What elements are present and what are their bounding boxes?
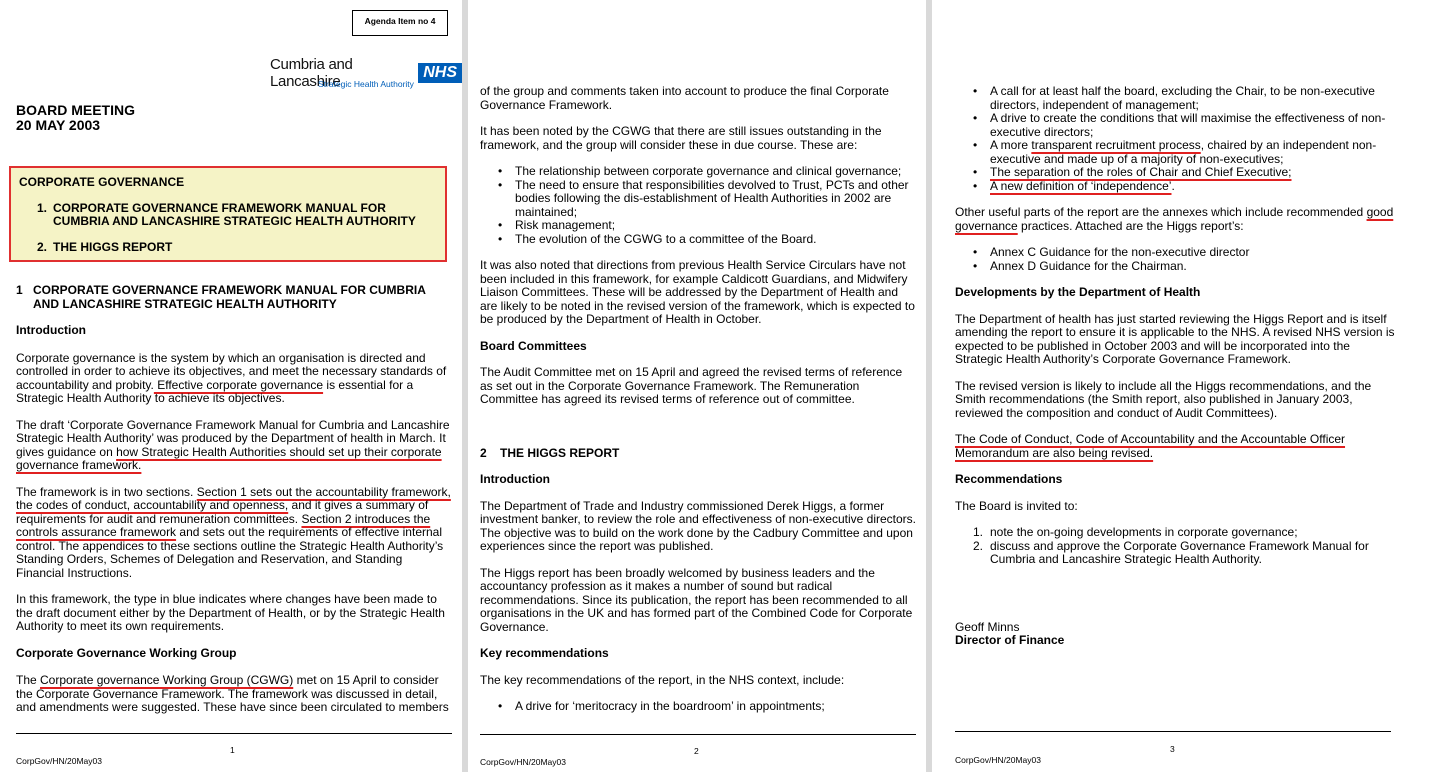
recommendations-list xyxy=(480,700,916,714)
list-item: • A more transparent recruitment process, chaired by an independent non-executive and made up of a majority of non-executives; xyxy=(955,139,1395,166)
box-title: CORPORATE GOVERNANCE xyxy=(19,175,185,189)
paragraph-audit-committee: The Audit Committee met on 15 April and agreed the revised terms of reference as set out in the Corporate Governance Framework. The Remuneration Committee has agreed its revised terms of reference out of committee. xyxy=(480,365,903,406)
highlighted-agenda-box xyxy=(9,166,447,262)
signatory-name: Geoff Minns xyxy=(955,619,1020,634)
signatory-title: Director of Finance xyxy=(955,633,1065,647)
paragraph-framework-sections: The framework is in two sections. Section 1 sets out the accountability framework, the codes of conduct, accountability and openness, and it gives a summary of requirements for audit and remuneration committees. Section 2 introduces the controls assurance framework and sets out the requirements of effective internal control. The appendices to these sections outline the Strategic Health Authority’s Standing Orders, Schemes of Delegation and Reservation, and Standing Financial Instructions. xyxy=(16,484,451,580)
logo-subtitle: Strategic Health Authority xyxy=(318,79,414,89)
paragraph-board-invited: The Board is invited to: xyxy=(955,498,1078,513)
meeting-title: BOARD MEETING xyxy=(16,102,135,118)
section-1-heading: 1 CORPORATE GOVERNANCE FRAMEWORK MANUAL FOR CUMBRIA AND LANCASHIRE STRATEGIC HEALTH AUTHORITY xyxy=(16,283,426,311)
list-item: • The separation of the roles of Chair and Chief Executive; xyxy=(955,166,1395,180)
box-item-1: 1. CORPORATE GOVERNANCE FRAMEWORK MANUAL FOR CUMBRIA AND LANCASHIRE STRATEGIC HEALTH AUTHORITY xyxy=(36,200,416,228)
introduction-heading: Introduction xyxy=(16,323,86,337)
logo-organisation-name: Cumbria and Lancashire xyxy=(270,56,353,90)
annex-list xyxy=(955,246,1395,273)
paragraph-smith: The revised version is likely to include all the Higgs recommendations, and the Smith recommendations (the Smith report, also published in January 2003, reviewed the composition and conduct of Audit Committees). xyxy=(955,378,1372,420)
footer-reference: CorpGov/HN/20May03 xyxy=(480,757,566,767)
list-item: 1. note the on-going developments in corporate governance; xyxy=(973,525,1298,539)
board-committees-heading: Board Committees xyxy=(480,338,587,353)
board-recommendations-list xyxy=(955,526,1395,567)
page-number: 3 xyxy=(1170,744,1175,754)
document-page-1 xyxy=(0,0,462,772)
page-number: 2 xyxy=(694,746,699,756)
list-item: • The evolution of the CGWG to a committee of the Board. xyxy=(480,233,916,247)
higgs-recommendations-list xyxy=(955,85,1395,193)
paragraph-code-of-conduct: The Code of Conduct, Code of Accountability and the Accountable Officer Memorandum are also being revised. xyxy=(955,432,1346,460)
key-recommendations-heading: Key recommendations xyxy=(480,646,609,660)
introduction-heading: Introduction xyxy=(480,472,550,486)
list-item: • A drive for ‘meritocracy in the boardroom’ in appointments; xyxy=(480,700,916,714)
paragraph-dti: The Department of Trade and Industry commissioned Derek Higgs, a former investment banker, to review the role and effectiveness of non-executive directors. The objective was to build on the work done by the Cadbury Committee and upon experiences since the report was published. xyxy=(480,498,917,553)
meeting-date: 20 MAY 2003 xyxy=(16,117,101,133)
cgwg-heading: Corporate Governance Working Group xyxy=(16,645,237,660)
document-page-2 xyxy=(468,0,926,772)
recommendations-heading: Recommendations xyxy=(955,472,1063,486)
nhs-badge: NHS xyxy=(418,63,462,83)
list-item: • A new definition of ‘independence’. xyxy=(955,180,1395,194)
list-item: • Annex D Guidance for the Chairman. xyxy=(955,260,1395,274)
footer-reference: CorpGov/HN/20May03 xyxy=(16,756,102,766)
paragraph-dh-review: The Department of health has just started reviewing the Higgs Report and is itself amending the report to ensure it is applicable to the NHS. A revised NHS version is expected to be published in October 2003 and will be incorporated into the Strategic Health Authority’s Corporate Governance Framework. xyxy=(955,311,1395,366)
section-2-heading: 2 THE HIGGS REPORT xyxy=(480,445,620,460)
footer-rule xyxy=(480,734,916,735)
agenda-item-box: Agenda Item no 4 xyxy=(352,10,448,36)
list-item: • The need to ensure that responsibilities devolved to Trust, PCTs and other bodies following the dis-establishment of Health Authorities in 2002 are maintained; xyxy=(480,179,916,220)
footer-rule xyxy=(16,733,452,734)
paragraph-circulars: It was also noted that directions from previous Health Service Circulars have not been included in this framework, for example Caldicott Guardians, and Midwifery Liaison Committees. These will be addressed by the Department of Health and are likely to be noted in the revised version of the framework, which is expected to be produced by the Department of Health in October. xyxy=(480,258,915,326)
paragraph-key-recommendations: The key recommendations of the report, in the NHS context, include: xyxy=(480,672,845,687)
paragraph-cgwg: The Corporate governance Working Group (CGWG) met on 15 April to consider the Corporate Governance Framework. The framework was discussed in detail, and amendments were suggested. These have since been circulated to members xyxy=(16,673,449,714)
list-item: • The relationship between corporate governance and clinical governance; xyxy=(480,165,916,179)
list-item: • Risk management; xyxy=(480,219,916,233)
paragraph-outstanding-issues: It has been noted by the CGWG that there are still issues outstanding in the framework, and the group will consider these in due course. These are: xyxy=(480,124,882,152)
list-item: • A drive to create the conditions that will maximise the effectiveness of non-executive directors; xyxy=(955,112,1395,139)
list-item: • A call for at least half the board, excluding the Chair, to be non-executive directors, independent of management; xyxy=(955,85,1395,112)
paragraph-annexes: Other useful parts of the report are the annexes which include recommended good governance practices. Attached are the Higgs report’s: xyxy=(955,205,1394,233)
paragraph-corporate-governance: Corporate governance is the system by which an organisation is directed and controlled in order to achieve its objectives, and meet the necessary standards of accountability and probity. Effective corporate governance is essential for a Strategic Health Authority to achieve its objectives. xyxy=(16,350,447,405)
list-item: 2. discuss and approve the Corporate Governance Framework Manual for Cumbria and Lancashire Strategic Health Authority. xyxy=(973,538,1369,566)
box-item-2: 2. THE HIGGS REPORT xyxy=(36,239,173,254)
outstanding-issues-list xyxy=(480,165,916,246)
footer-rule xyxy=(955,731,1391,732)
paragraph-higgs-welcomed: The Higgs report has been broadly welcomed by business leaders and the accountancy profession as it makes a number of sound but radical recommendations. Since its publication, the report has been recommended to all organisations in the UK and has formed part of the Combined Code for Corporate Governance. xyxy=(480,565,913,634)
list-item: • Annex C Guidance for the non-executive director xyxy=(955,246,1395,260)
footer-reference: CorpGov/HN/20May03 xyxy=(955,755,1041,765)
paragraph-draft-manual: The draft ‘Corporate Governance Framework Manual for Cumbria and Lancashire Strategic Health Authority’ was produced by the Department of health in March. It gives guidance on how Strategic Health Authorities should set up their corporate governance framework. xyxy=(16,417,450,472)
paragraph-blue-type: In this framework, the type in blue indicates where changes have been made to the draft document either by the Department of Health, or by the Strategic Health Authority to meet its own requirements. xyxy=(16,592,445,633)
document-page-3 xyxy=(932,0,1456,772)
page-number: 1 xyxy=(230,745,235,755)
paragraph-continued: of the group and comments taken into account to produce the final Corporate Governance Framework. xyxy=(480,84,889,112)
developments-heading: Developments by the Department of Health xyxy=(955,285,1201,299)
